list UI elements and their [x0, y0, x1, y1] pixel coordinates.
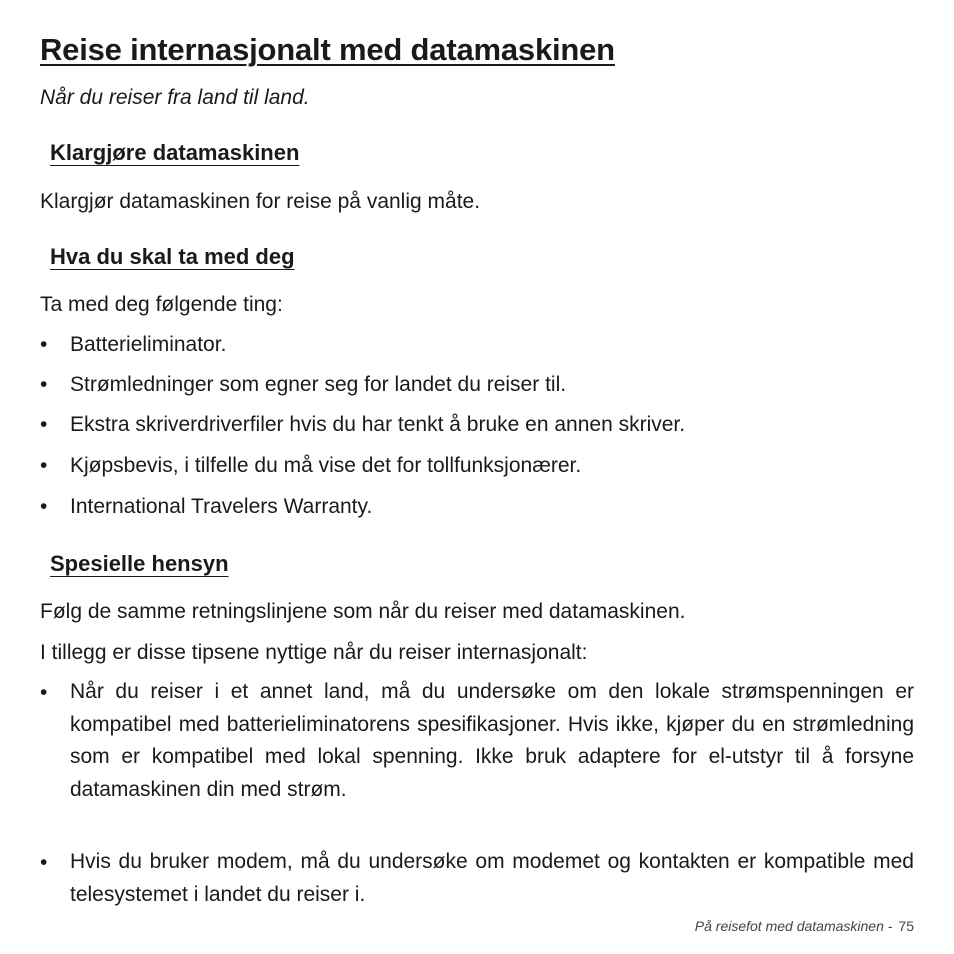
list-item — [40, 413, 914, 437]
bullet: • — [40, 333, 48, 356]
section-heading-prepare: Klargjøre datamaskinen — [50, 140, 300, 165]
list-item-text: Kjøpsbevis, i tilfelle du må vise det for tollfunksjonærer. — [70, 454, 582, 477]
page-subtitle: Når du reiser fra land til land. — [40, 86, 310, 109]
bullet: • — [40, 373, 48, 396]
bullet: • — [40, 454, 48, 477]
section-heading-bring: Hva du skal ta med deg — [50, 244, 295, 269]
page-number: 75 — [898, 918, 914, 934]
footer-text: På reisefot med datamaskinen - — [694, 918, 893, 934]
list-item — [40, 373, 914, 397]
list-item-text: Ekstra skriverdriverfiler hvis du har tenkt å bruke en annen skriver. — [70, 413, 686, 436]
list-item-text: Batterieliminator. — [70, 333, 227, 356]
list-item-text: Strømledninger som egner seg for landet du reiser til. — [70, 373, 567, 396]
paragraph: Følg de samme retningslinjene som når du reiser med datamaskinen. — [40, 600, 686, 623]
list-item-text: International Travelers Warranty. — [70, 495, 373, 518]
list-item — [40, 454, 914, 478]
list-item-text: Hvis du bruker modem, må du undersøke om modemet og kontakten er kompatible med telesystemet i landet du reiser i. — [70, 850, 914, 906]
paragraph: I tillegg er disse tipsene nyttige når du reiser internasjonalt: — [40, 641, 588, 664]
page-title: Reise internasjonalt med datamaskinen — [40, 32, 615, 67]
list-item — [40, 333, 914, 357]
list-item — [40, 851, 914, 911]
list-item-text: Når du reiser i et annet land, må du undersøke om den lokale strømspenningen er kompatibel med batterieliminatorens spesifikasjoner. Hvis ikke, kjøper du en strømledning som er kompatibel med lokal spenning. Ikke bruk adaptere for el-utstyr til å forsyne datamaskinen din med strøm. — [70, 680, 914, 801]
list-item — [40, 681, 914, 806]
page-footer — [695, 918, 914, 934]
bullet: • — [40, 495, 48, 518]
bullet: • — [40, 851, 48, 874]
paragraph: Ta med deg følgende ting: — [40, 293, 283, 316]
paragraph: Klargjør datamaskinen for reise på vanlig måte. — [40, 190, 481, 213]
bullet: • — [40, 413, 48, 436]
list-item — [40, 495, 914, 519]
section-heading-special: Spesielle hensyn — [50, 551, 229, 576]
bullet: • — [40, 681, 48, 704]
